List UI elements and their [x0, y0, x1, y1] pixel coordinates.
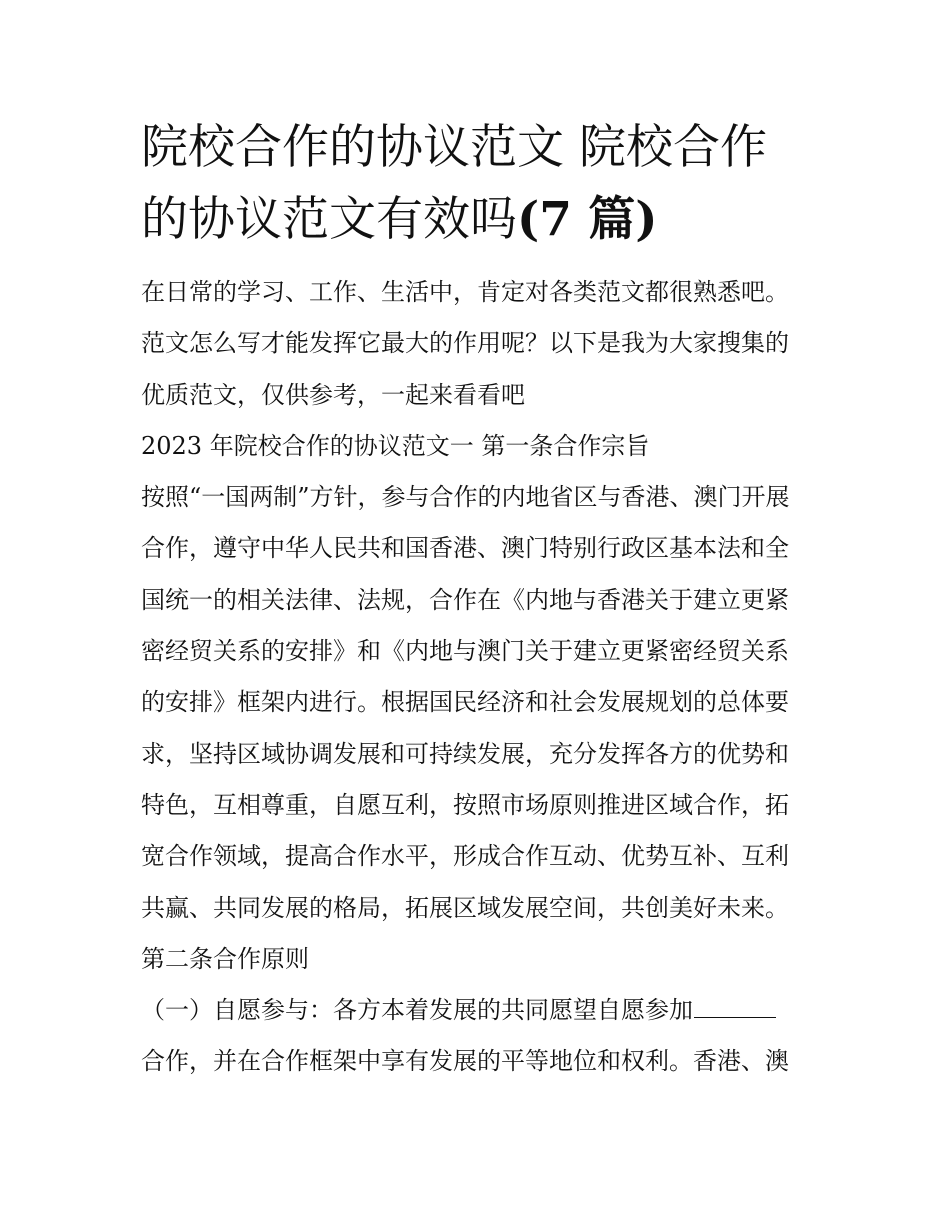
body-line: 合作，并在合作框架中享有发展的平等地位和权利。香港、澳	[141, 1047, 789, 1076]
body-line: 在日常的学习、工作、生活中，肯定对各类范文都很熟悉吧。	[141, 278, 789, 306]
body-line: 国统一的相关法律、法规，合作在《内地与香港关于建立更紧	[141, 585, 789, 614]
body-line-with-blank	[141, 985, 817, 1036]
title-line-2	[141, 184, 817, 256]
body-line: 共赢、共同发展的格局，拓展区域发展空间，共创美好未来。	[141, 893, 789, 922]
title-line-2-text: 的协议范文有效吗	[141, 192, 517, 247]
title-line-2-count: (7 篇)	[517, 192, 658, 247]
document-page	[141, 112, 817, 1088]
body-line: 密经贸关系的安排》和《内地与澳门关于建立更紧密经贸关系	[141, 637, 789, 666]
document-body	[141, 267, 817, 1088]
fill-in-blank	[694, 995, 776, 1018]
body-line: 的安排》框架内进行。根据国民经济和社会发展规划的总体要	[141, 688, 789, 717]
body-line: 合作，遵守中华人民共和国香港、澳门特别行政区基本法和全	[141, 534, 789, 563]
section-heading: 第二条合作原则	[141, 944, 309, 973]
body-line: 优质范文，仅供参考，一起来看看吧	[141, 380, 525, 409]
document-title	[141, 112, 817, 256]
body-line: 求，坚持区域协调发展和可持续发展，充分发挥各方的优势和	[141, 739, 789, 768]
blank-line-text: （一）自愿参与：各方本着发展的共同愿望自愿参加	[141, 996, 693, 1025]
section-heading: 2023 年院校合作的协议范文一 第一条合作宗旨	[141, 431, 650, 460]
body-line: 范文怎么写才能发挥它最大的作用呢？以下是我为大家搜集的	[141, 329, 789, 358]
body-line: 宽合作领域，提高合作水平，形成合作互动、优势互补、互利	[141, 842, 789, 871]
title-line-1: 院校合作的协议范文 院校合作	[141, 120, 767, 175]
body-line: 特色，互相尊重，自愿互利，按照市场原则推进区域合作，拓	[141, 790, 789, 819]
body-line: 按照“一国两制”方针，参与合作的内地省区与香港、澳门开展	[141, 483, 790, 512]
